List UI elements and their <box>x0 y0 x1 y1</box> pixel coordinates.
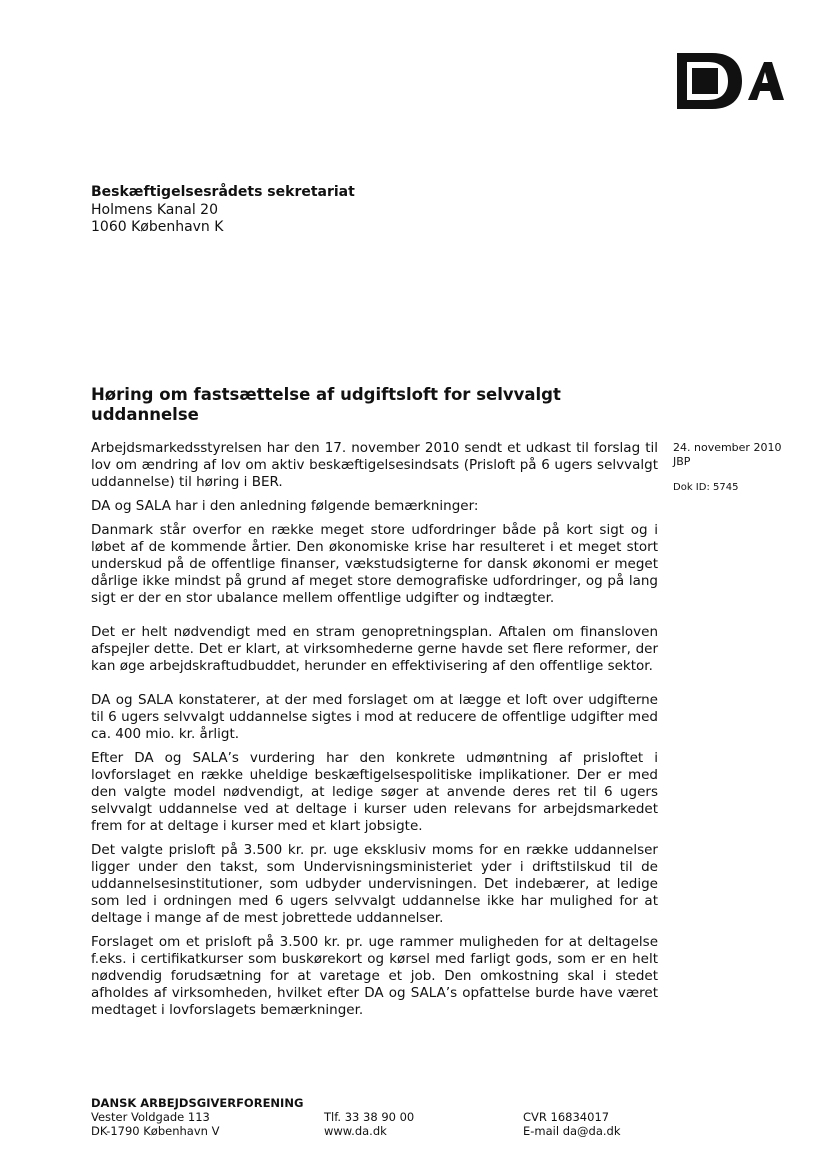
recipient-city: 1060 København K <box>91 219 224 235</box>
paragraph: DA og SALA konstaterer, at der med forslaget om at lægge et loft over udgifterne til 6 ugers selvvalgt uddannelse sigtes i mod at reducere de offentlige udgifter med ca. 400 mio. kr. årligt. <box>91 692 658 742</box>
paragraph: Det er helt nødvendigt med en stram genopretningsplan. Aftalen om finansloven afspejler dette. Det er klart, at virksomhederne gerne havde set flere reformer, der kan øge arbejdskraftudbuddet, herunder en effektivisering af den offentlige sektor. <box>91 624 658 674</box>
da-logo <box>672 50 784 112</box>
footer-org-name: DANSK ARBEJDSGIVERFORENING <box>91 1096 304 1110</box>
letter-date: 24. november 2010 <box>673 441 782 454</box>
footer-city: DK-1790 København V <box>91 1124 220 1138</box>
paragraph: Efter DA og SALA’s vurdering har den konkrete udmøntning af prisloftet i lovforslaget en række uheldige beskæftigelsespolitiske implikationer. Der er med den valgte model nødvendigt, at ledige søger at anvende deres ret til 6 ugers selvvalgt uddannelse ved at deltage i kurser uden relevans for arbejdsmarkedet frem for at deltage i kurser med et klart jobsigte. <box>91 750 658 834</box>
letter-body <box>91 440 658 1019</box>
footer-email-link[interactable]: E-mail da@da.dk <box>523 1124 621 1138</box>
footer-address <box>91 1110 219 1138</box>
paragraph: Det valgte prisloft på 3.500 kr. pr. uge eksklusiv moms for en række uddannelser ligger under den takst, som Undervisningsministeriet yder i driftstilskud til de uddannelsesinstitutioner, som udbyder undervisningen. Det indebærer, at ledige som led i ordningen med 6 ugers selvvalgt uddannelse ikke har mulighed for at deltage i mange af de mest jobrettede uddannelser. <box>91 842 658 926</box>
recipient-street: Holmens Kanal 20 <box>91 201 218 218</box>
footer-contact <box>324 1110 414 1138</box>
paragraph: DA og SALA har i den anledning følgende bemærkninger: <box>91 498 479 514</box>
paragraph: Arbejdsmarkedsstyrelsen har den 17. november 2010 sendt et udkast til forslag til lov om ændring af lov om aktiv beskæftigelsesindsats (Prisloft på 6 ugers selvvalgt uddannelse) til høring i BER. <box>91 440 658 490</box>
paragraph: Danmark står overfor en række meget store udfordringer både på kort sigt og i løbet af de kommende årtier. Den økonomiske krise har resulteret i et meget stort underskud på de offentlige finanser, vækstudsigterne for dansk økonomi er meget dårlige ikke mindst på grund af meget store demografiske udfordringer, og på lang sigt er der en stor ubalance mellem offentlige udgifter og indtægter. <box>91 522 658 606</box>
footer <box>91 1096 621 1138</box>
letter-title: Høring om fastsættelse af udgiftsloft for selvvalgt uddannelse <box>91 385 561 424</box>
document-id: Dok ID: 5745 <box>673 482 739 493</box>
recipient-address <box>91 184 355 237</box>
footer-cvr: CVR 16834017 <box>523 1110 610 1124</box>
footer-web-link[interactable]: www.da.dk <box>324 1124 387 1138</box>
author-initials: JBP <box>673 455 691 468</box>
footer-registration <box>523 1110 621 1138</box>
recipient-name: Beskæftigelsesrådets sekretariat <box>91 184 355 200</box>
letter-meta <box>673 441 781 495</box>
footer-phone: Tlf. 33 38 90 00 <box>324 1110 415 1124</box>
footer-street: Vester Voldgade 113 <box>91 1110 210 1124</box>
paragraph: Forslaget om et prisloft på 3.500 kr. pr. uge rammer muligheden for at deltagelse f.eks. i certifikatkurser som buskørekort og kørsel med farligt gods, som er en helt nødvendig forudsætning for at varetage et job. Den omkostning skal i stedet afholdes af virksomheden, hvilket efter DA og SALA’s opfattelse burde have været medtaget i lovforslagets bemærkninger. <box>91 934 658 1018</box>
